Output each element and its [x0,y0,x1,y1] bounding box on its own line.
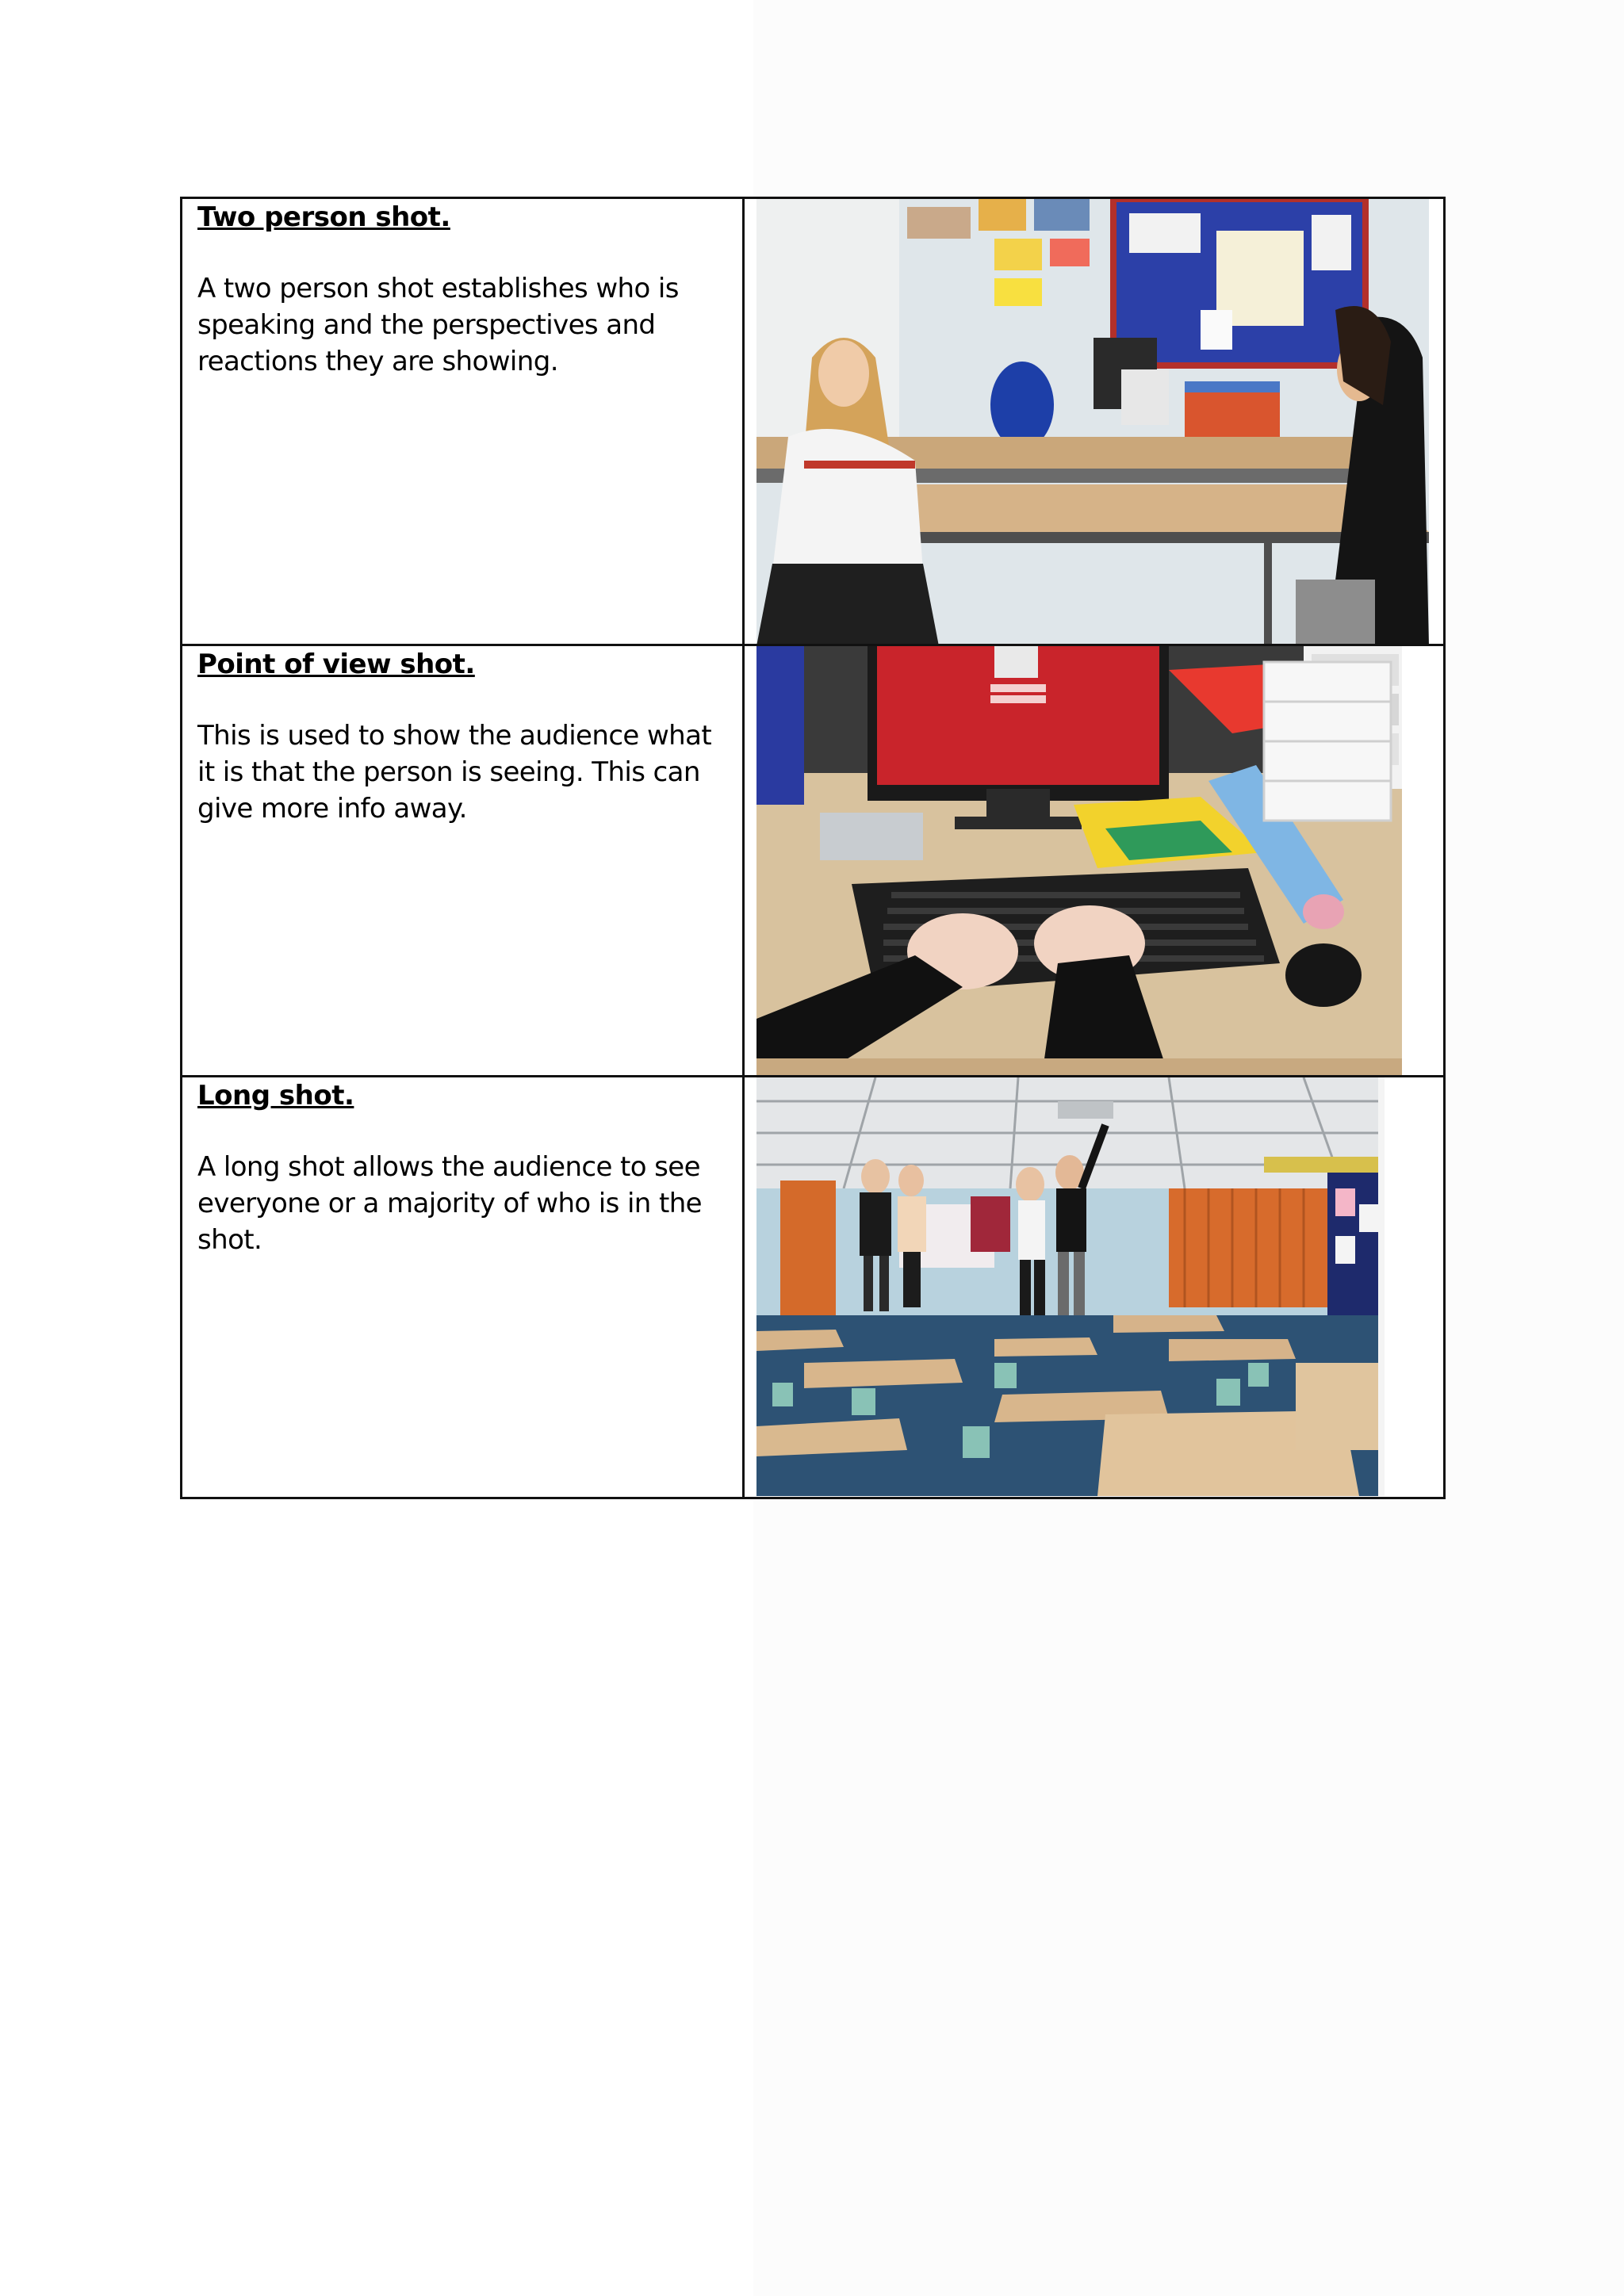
two-person-shot-photo [756,199,1429,645]
shot-description: A two person shot establishes who is speaking and the perspectives and reactions they are showing. [197,273,679,377]
table-row [182,645,1445,1077]
shot-photo-cell [744,1077,1445,1498]
shot-description: A long shot allows the audience to see everyone or a majority of who is in the shot. [197,1151,702,1256]
point-of-view-shot-photo [756,646,1402,1076]
shot-title: Point of view shot. [197,649,475,680]
long-shot-photo [756,1077,1385,1496]
shot-types-table [180,197,1446,1499]
shot-description-cell [182,198,744,645]
shot-description: This is used to show the audience what it is that the person is seeing. This can give more info away. [197,720,712,825]
shot-description-cell [182,645,744,1077]
shot-title: Two person shot. [197,201,450,233]
shot-photo-cell [744,645,1445,1077]
table-row [182,1077,1445,1498]
shot-title: Long shot. [197,1080,354,1112]
table-row [182,198,1445,645]
shot-photo-cell [744,198,1445,645]
shot-description-cell [182,1077,744,1498]
